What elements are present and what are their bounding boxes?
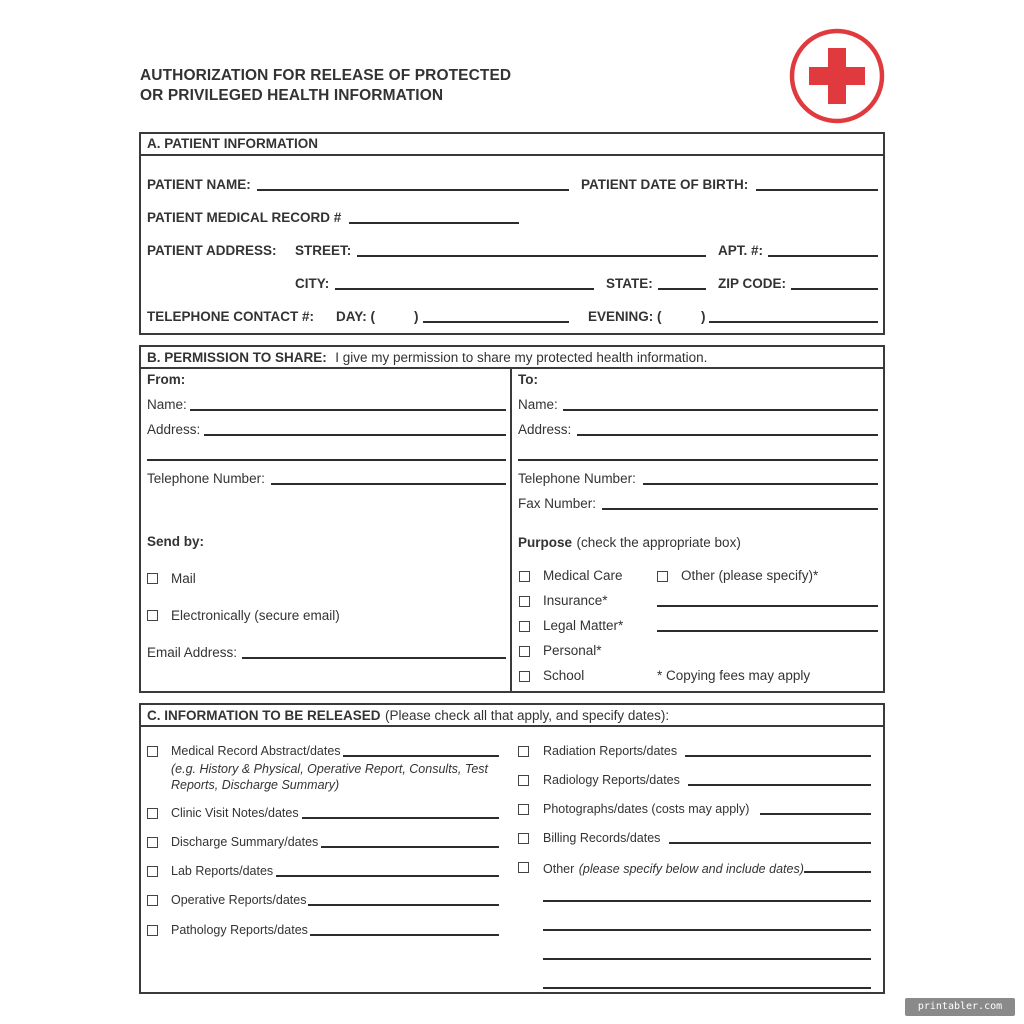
section-b-divider <box>510 368 512 692</box>
street-field[interactable] <box>357 255 706 257</box>
other-records-checkbox[interactable] <box>518 862 529 873</box>
patient-name-field[interactable] <box>257 189 569 191</box>
radiation-reports-checkbox[interactable] <box>518 746 529 757</box>
school-checkbox[interactable] <box>519 671 530 682</box>
legal-matter-checkbox[interactable] <box>519 621 530 632</box>
operative-reports-label: Operative Reports/dates <box>171 893 307 907</box>
red-cross-icon <box>789 28 885 124</box>
medical-care-label: Medical Care <box>543 568 623 583</box>
section-c-heading-text: (Please check all that apply, and specify dates): <box>384 708 670 723</box>
electronic-label: Electronically (secure email) <box>171 608 340 623</box>
personal-label: Personal* <box>543 643 602 658</box>
clinic-visit-notes-checkbox[interactable] <box>147 808 158 819</box>
street-label: STREET: <box>295 243 352 258</box>
other-records-line-1[interactable] <box>543 900 871 902</box>
copying-fees-note: * Copying fees may apply <box>657 668 811 683</box>
operative-reports-field[interactable] <box>308 904 499 906</box>
record-label: PATIENT MEDICAL RECORD # <box>147 210 342 225</box>
radiology-reports-label: Radiology Reports/dates <box>543 773 680 787</box>
other-records-field[interactable] <box>804 871 871 873</box>
patient-name-label: PATIENT NAME: <box>147 177 251 192</box>
dob-field[interactable] <box>756 189 878 191</box>
apt-label: APT. #: <box>718 243 764 258</box>
day-phone-field[interactable] <box>423 321 569 323</box>
to-name-field[interactable] <box>563 409 878 411</box>
lab-reports-checkbox[interactable] <box>147 866 158 877</box>
to-label: To: <box>518 372 538 387</box>
legal-matter-label: Legal Matter* <box>543 618 624 633</box>
other-records-row <box>543 860 804 878</box>
other-purpose-field-2[interactable] <box>657 630 878 632</box>
other-records-line-3[interactable] <box>543 958 871 960</box>
from-label: From: <box>147 372 186 387</box>
radiology-reports-checkbox[interactable] <box>518 775 529 786</box>
other-records-label: Other <box>543 862 575 876</box>
section-a-heading: A. PATIENT INFORMATION <box>147 136 318 151</box>
section-c-heading-row <box>147 707 669 725</box>
day-close: ) <box>414 309 419 324</box>
clinic-visit-notes-field[interactable] <box>302 817 499 819</box>
discharge-summary-field[interactable] <box>321 846 499 848</box>
city-field[interactable] <box>335 288 594 290</box>
operative-reports-checkbox[interactable] <box>147 895 158 906</box>
billing-records-checkbox[interactable] <box>518 833 529 844</box>
day-label: DAY: ( <box>336 309 376 324</box>
to-address-field[interactable] <box>577 434 878 436</box>
mail-label: Mail <box>171 571 196 586</box>
title-line-2: OR PRIVILEGED HEALTH INFORMATION <box>140 87 444 104</box>
city-label: CITY: <box>295 276 330 291</box>
zip-field[interactable] <box>791 288 878 290</box>
evening-phone-field[interactable] <box>709 321 878 323</box>
email-address-label: Email Address: <box>147 645 238 660</box>
to-address-label: Address: <box>518 422 572 437</box>
lab-reports-label: Lab Reports/dates <box>171 864 274 878</box>
to-telephone-field[interactable] <box>643 483 878 485</box>
section-c-heading: C. INFORMATION TO BE RELEASED <box>147 708 381 723</box>
school-label: School <box>543 668 585 683</box>
discharge-summary-label: Discharge Summary/dates <box>171 835 319 849</box>
from-name-field[interactable] <box>190 409 506 411</box>
lab-reports-field[interactable] <box>276 875 499 877</box>
pathology-reports-label: Pathology Reports/dates <box>171 923 308 937</box>
email-address-field[interactable] <box>242 657 506 659</box>
dob-label: PATIENT DATE OF BIRTH: <box>581 177 749 192</box>
other-purpose-checkbox[interactable] <box>657 571 668 582</box>
electronic-checkbox[interactable] <box>147 610 158 621</box>
to-fax-label: Fax Number: <box>518 496 597 511</box>
radiation-reports-field[interactable] <box>685 755 871 757</box>
zip-label: ZIP CODE: <box>718 276 787 291</box>
pathology-reports-field[interactable] <box>310 934 499 936</box>
radiation-reports-label: Radiation Reports/dates <box>543 744 678 758</box>
photographs-checkbox[interactable] <box>518 804 529 815</box>
to-name-label: Name: <box>518 397 558 412</box>
to-fax-field[interactable] <box>602 508 878 510</box>
to-telephone-label: Telephone Number: <box>518 471 636 486</box>
form-title <box>140 66 511 106</box>
send-by-label: Send by: <box>147 534 205 549</box>
medical-record-abstract-label: Medical Record Abstract/dates <box>171 744 341 758</box>
section-b-heading-text: I give my permission to share my protected health information. <box>335 350 708 365</box>
insurance-label: Insurance* <box>543 593 608 608</box>
insurance-checkbox[interactable] <box>519 596 530 607</box>
address-label: PATIENT ADDRESS: <box>147 243 277 258</box>
medical-record-abstract-field[interactable] <box>343 755 499 757</box>
mail-checkbox[interactable] <box>147 573 158 584</box>
photographs-label: Photographs/dates (costs may apply) <box>543 802 750 816</box>
section-b-heading: B. PERMISSION TO SHARE: <box>147 350 327 365</box>
from-name-label: Name: <box>147 397 187 412</box>
title-line-1: AUTHORIZATION FOR RELEASE OF PROTECTED <box>140 67 512 84</box>
state-field[interactable] <box>658 288 706 290</box>
billing-records-field[interactable] <box>669 842 871 844</box>
from-address-field[interactable] <box>204 434 506 436</box>
other-records-note: (please specify below and include dates) <box>578 862 804 876</box>
to-address-field-2[interactable] <box>518 459 878 461</box>
purpose-label: Purpose <box>518 535 573 550</box>
purpose-heading <box>518 534 741 552</box>
evening-close: ) <box>701 309 706 324</box>
personal-checkbox[interactable] <box>519 646 530 657</box>
record-field[interactable] <box>349 222 519 224</box>
telephone-label: TELEPHONE CONTACT #: <box>147 309 315 324</box>
pathology-reports-checkbox[interactable] <box>147 925 158 936</box>
radiology-reports-field[interactable] <box>688 784 871 786</box>
apt-field[interactable] <box>768 255 878 257</box>
section-b-heading-row <box>147 349 707 367</box>
other-purpose-label: Other (please specify)* <box>681 568 819 583</box>
section-b-body-box <box>139 367 885 693</box>
from-address-label: Address: <box>147 422 201 437</box>
photographs-field[interactable] <box>760 813 871 815</box>
other-records-line-4[interactable] <box>543 987 871 989</box>
purpose-note: (check the appropriate box) <box>576 535 741 550</box>
medical-record-abstract-note: (e.g. History & Physical, Operative Report, Consults, Test Reports, Discharge Summary) <box>171 762 489 792</box>
medical-care-checkbox[interactable] <box>519 571 530 582</box>
discharge-summary-checkbox[interactable] <box>147 837 158 848</box>
from-telephone-label: Telephone Number: <box>147 471 265 486</box>
billing-records-label: Billing Records/dates <box>543 831 661 845</box>
from-address-field-2[interactable] <box>147 459 506 461</box>
watermark-badge: printabler.com <box>905 998 1015 1016</box>
clinic-visit-notes-label: Clinic Visit Notes/dates <box>171 806 299 820</box>
other-records-line-2[interactable] <box>543 929 871 931</box>
evening-label: EVENING: ( <box>588 309 662 324</box>
from-telephone-field[interactable] <box>271 483 506 485</box>
medical-record-abstract-checkbox[interactable] <box>147 746 158 757</box>
other-purpose-field-1[interactable] <box>657 605 878 607</box>
state-label: STATE: <box>606 276 653 291</box>
